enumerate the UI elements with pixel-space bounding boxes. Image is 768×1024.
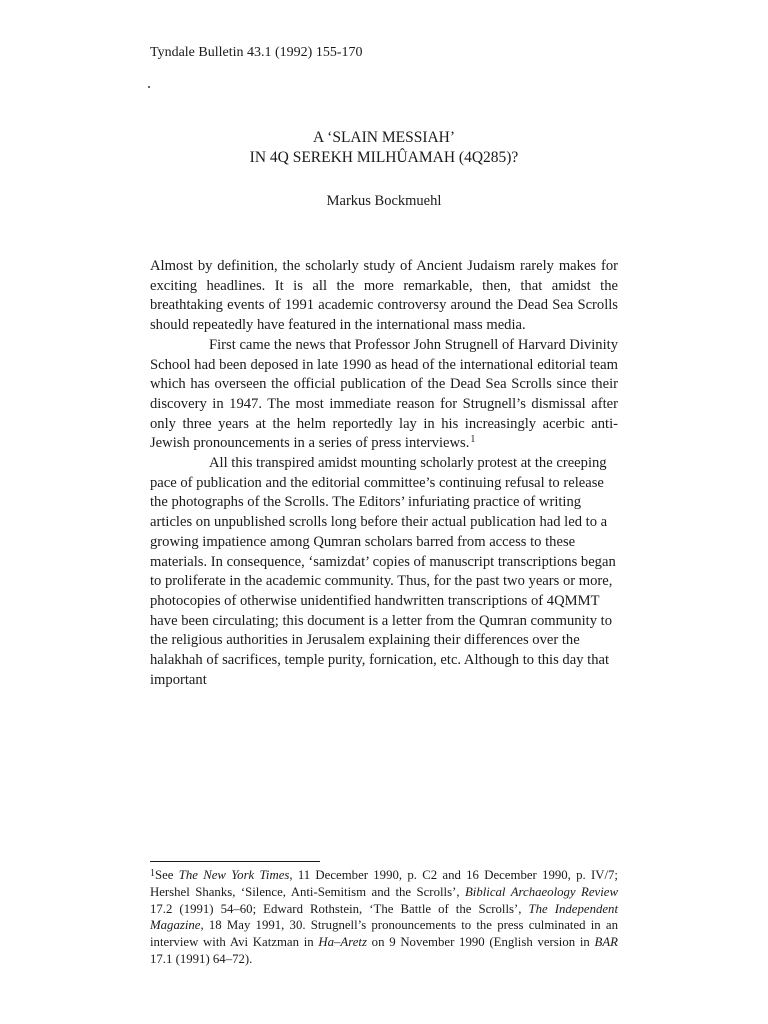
paragraph-2 <box>150 336 618 454</box>
title-line-2: IN 4Q SEREKH MILHÛAMAH (4Q285)? <box>249 149 519 166</box>
footnote-segment: on 9 November 1990 (English version in <box>366 935 595 950</box>
paragraph-1: Almost by definition, the scholarly study of Ancient Judaism rarely makes for exciting headlines. It is all the more remarkable, then, that amidst the breathtaking events of 1991 academic controversy around the Dead Sea Scrolls should repeatedly have featured in the international mass media. <box>150 258 618 334</box>
footnote-segment: , 11 December 1990, p. C2 and 16 December 1990, p. IV/7; Hershel Shanks, ‘Silence, Anti-Semitism and the Scrolls’, <box>150 868 618 899</box>
citation-title: Biblical Archaeology Review <box>464 884 618 899</box>
footnote-segment: , 18 May 1991, 30. Strugnell’s pronouncements to the press culminated in an interview with Avi Katzman in <box>150 918 618 950</box>
footnote-divider <box>150 861 320 862</box>
footnote-reference[interactable]: 1 <box>470 434 476 446</box>
citation-title: The New York Times <box>178 868 290 882</box>
footnote-segment: See <box>155 868 179 882</box>
running-head: Tyndale Bulletin 43.1 (1992) 155-170 <box>150 45 363 60</box>
footnote-segment: 17.2 (1991) 54–60; Edward Rothstein, ‘The Battle of the Scrolls’, <box>150 901 529 916</box>
paragraph-3: All this transpired amidst mounting scholarly protest at the creeping pace of publication and the editorial committee’s continuing refusal to release the photographs of the Scrolls. The Editors’ infuriating practice of writing articles on unpublished scrolls long before their actual publication had led to a growing impatience among Qumran scholars barred from access to these materials. In consequence, ‘samizdat’ copies of manuscript transcriptions began to proliferate in the academic community. Thus, for the past two years or more, photocopies of otherwise unidentified handwritten transcriptions of 4QMMT have been circulating; this document is a letter from the Qumran community to the religious authorities in Jerusalem explaining their differences over the halakhah of sacrifices, temple purity, fornication, etc. Although to this day that important <box>150 455 616 688</box>
article-title <box>150 128 618 168</box>
footnote-1 <box>150 867 618 968</box>
author-name: Markus Bockmuehl <box>326 193 442 209</box>
scan-speck <box>148 86 150 88</box>
citation-title: The Independent Magazine <box>150 901 618 933</box>
article-body <box>150 257 618 690</box>
footnote-segment: 17.1 (1991) 64–72). <box>150 951 253 966</box>
citation-title: BAR <box>594 935 618 950</box>
citation-title: Ha–Aretz <box>318 935 367 950</box>
title-line-1: A ‘SLAIN MESSIAH’ <box>312 129 456 146</box>
footnote-marker: 1 <box>150 868 155 879</box>
paragraph-2-text: First came the news that Professor John Strugnell of Harvard Divinity School had been deposed in late 1990 as head of the international editorial team which has overseen the official publication of the Dead Sea Scrolls since their discovery in 1947. The most immediate reason for Strugnell’s dismissal after only three years at the helm reportedly lay in his increasingly acerbic anti-Jewish pronouncements in a series of press interviews. <box>150 336 618 452</box>
footnote-text <box>150 867 618 968</box>
